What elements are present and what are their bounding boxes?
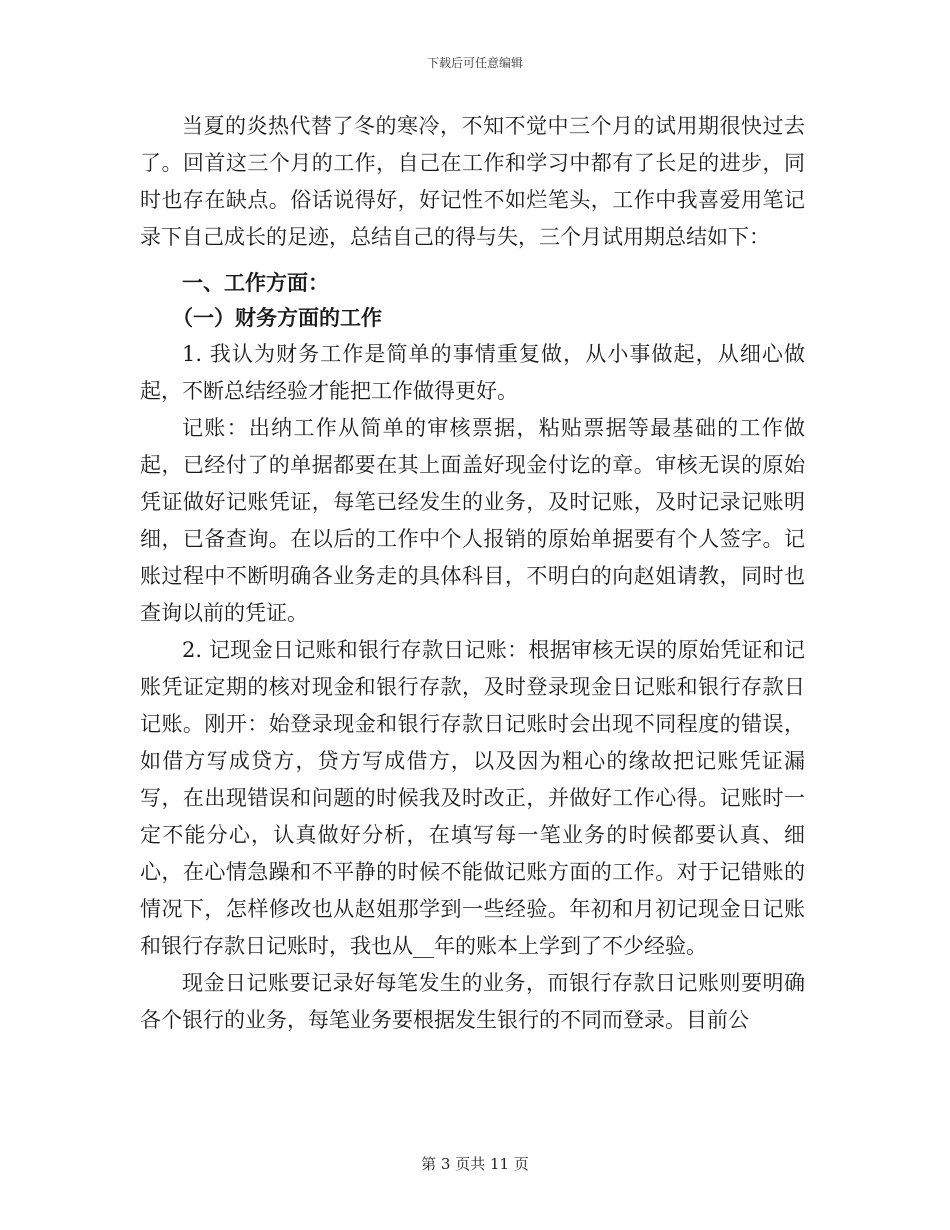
document-body <box>140 108 805 1039</box>
section-heading: 一、工作方面： <box>182 270 329 295</box>
subsection-heading: （一）财务方面的工作 <box>172 305 382 330</box>
page-footer: 第 3 页共 11 页 <box>421 1155 529 1173</box>
paragraph-item-2: 2. 记现金日记账和银行存款日记账：根据审核无误的原始凭证和记账凭证定期的核对现金和银行存款，及时登录现金日记账和银行存款日记账。刚开：始登录现金和银行存款日记账时会出现不同程度的错误，如借方写成贷方，贷方写成借方，以及因为粗心的缘故把记账凭证漏写，在出现错误和问题的时候我及时改正，并做好工作心得。记账时一定不能分心，认真做好分析，在填写每一笔业务的时候都要认真、细心，在心情急躁和不平静的时候不能做记账方面的工作。对于记错账的情况下，怎样修改也从赵姐那学到一些经验。年初和月初记现金日记账和银行存款日记账时，我也从__年的账本上学到了不少经验。 <box>140 638 805 958</box>
paragraph-cash-journal: 现金日记账要记录好每笔发生的业务，而银行存款日记账则要明确各个银行的业务，每笔业务要根据发生银行的不同而登录。目前公 <box>140 971 805 1032</box>
page-header: 下载后可任意编辑 <box>426 56 523 70</box>
paragraph-item-1: 1. 我认为财务工作是简单的事情重复做，从小事做起，从细心做起，不断总结经验才能把工作做得更好。 <box>140 342 805 403</box>
paragraph-bookkeeping: 记账：出纳工作从简单的审核票据，粘贴票据等最基础的工作做起，已经付了的单据都要在其上面盖好现金付讫的章。审核无误的原始凭证做好记账凭证，每笔已经发生的业务，及时记账，及时记录记账明细，已备查询。在以后的工作中个人报销的原始单据要有个人签字。记账过程中不断明确各业务走的具体科目，不明白的向赵姐请教，同时也查询以前的凭证。 <box>140 416 805 625</box>
intro-paragraph: 当夏的炎热代替了冬的寒冷，不知不觉中三个月的试用期很快过去了。回首这三个月的工作，自己在工作和学习中都有了长足的进步，同时也存在缺点。俗话说得好，好记性不如烂笔头，工作中我喜爱用笔记录下自己成长的足迹，总结自己的得与失，三个月试用期总结如下： <box>140 114 805 249</box>
